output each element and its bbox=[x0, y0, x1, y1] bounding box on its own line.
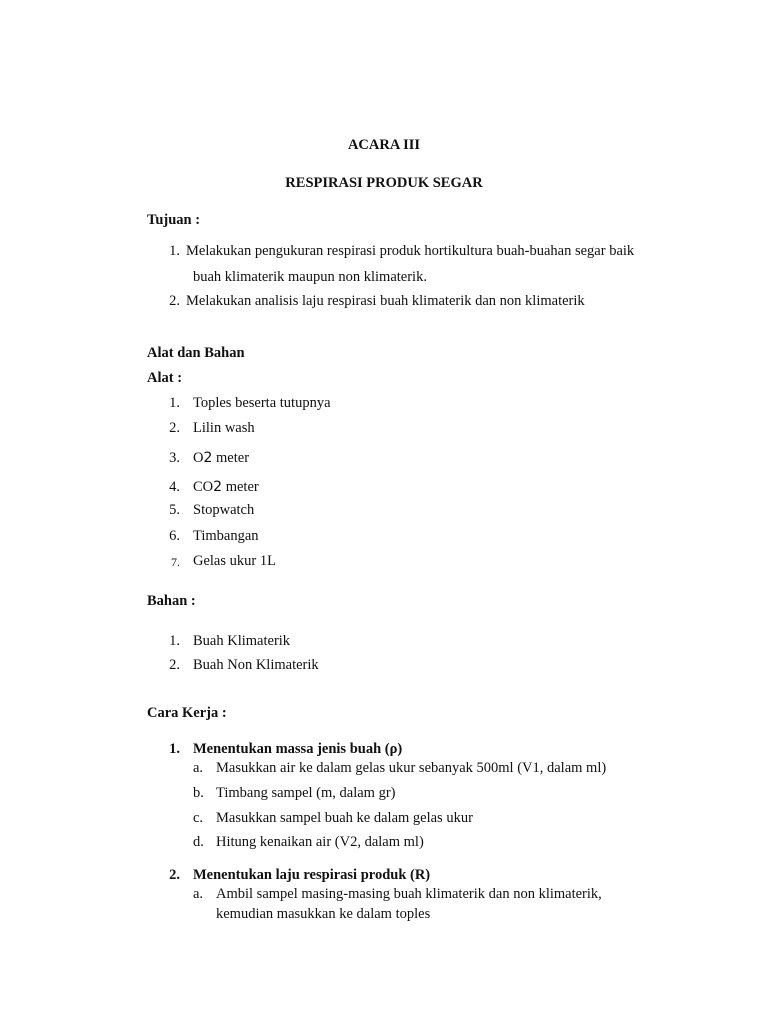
step-title: Menentukan laju respirasi produk (R) bbox=[193, 867, 431, 883]
list-text: Buah Non Klimaterik bbox=[193, 657, 319, 673]
list-text-continued: buah klimaterik maupun non klimaterik. bbox=[193, 269, 427, 285]
list-text: Toples beserta tutupnya bbox=[193, 395, 331, 411]
page-subtitle: RESPIRASI PRODUK SEGAR bbox=[285, 175, 483, 191]
list-text bbox=[193, 450, 249, 467]
list-number: 2. bbox=[169, 420, 180, 436]
list-number: 5. bbox=[169, 502, 180, 518]
list-number: 2. bbox=[169, 293, 180, 309]
list-number: 6. bbox=[169, 528, 180, 544]
sub-item-letter: c. bbox=[193, 810, 204, 826]
formula-subscript: 2 bbox=[203, 450, 213, 466]
formula-rest: meter bbox=[212, 450, 250, 466]
sub-item-text: Masukkan sampel buah ke dalam gelas ukur bbox=[216, 810, 473, 826]
cara-kerja-heading: Cara Kerja : bbox=[147, 705, 227, 721]
list-text: Melakukan pengukuran respirasi produk hortikultura buah-buahan segar baik bbox=[186, 243, 635, 259]
tujuan-heading: Tujuan : bbox=[147, 212, 201, 228]
list-text: Lilin wash bbox=[193, 420, 255, 436]
step-number: 1. bbox=[169, 741, 180, 757]
sub-item-text: Hitung kenaikan air (V2, dalam ml) bbox=[216, 834, 424, 850]
step-title: Menentukan massa jenis buah (ρ) bbox=[193, 741, 403, 757]
formula-subscript: 2 bbox=[213, 479, 223, 495]
page-title: ACARA III bbox=[347, 137, 421, 153]
list-number: 4. bbox=[169, 479, 180, 495]
list-text: Timbangan bbox=[193, 528, 259, 544]
list-text: Stopwatch bbox=[193, 502, 255, 518]
alat-bahan-heading: Alat dan Bahan bbox=[147, 345, 245, 361]
sub-item-letter: d. bbox=[193, 834, 204, 850]
formula-rest: meter bbox=[222, 479, 259, 495]
formula-base: CO bbox=[193, 479, 214, 495]
list-text: Buah Klimaterik bbox=[193, 633, 291, 649]
list-number: 7. bbox=[171, 555, 180, 569]
step-number: 2. bbox=[169, 867, 180, 883]
bahan-heading: Bahan : bbox=[147, 593, 196, 609]
sub-item-letter: a. bbox=[193, 886, 204, 902]
sub-item-text: Ambil sampel masing-masing buah klimaterik dan non klimaterik, bbox=[216, 886, 602, 902]
alat-heading: Alat : bbox=[147, 370, 183, 386]
formula-base: O bbox=[193, 450, 204, 466]
sub-item-text: Timbang sampel (m, dalam gr) bbox=[216, 785, 396, 801]
list-text: Gelas ukur 1L bbox=[193, 553, 276, 569]
list-number: 1. bbox=[169, 633, 180, 649]
sub-item-text-continued: kemudian masukkan ke dalam toples bbox=[216, 906, 431, 922]
sub-item-letter: a. bbox=[193, 760, 204, 776]
list-text: Melakukan analisis laju respirasi buah klimaterik dan non klimaterik bbox=[186, 293, 585, 309]
sub-item-letter: b. bbox=[193, 785, 204, 801]
list-number: 2. bbox=[169, 657, 180, 673]
sub-item-text: Masukkan air ke dalam gelas ukur sebanyak 500ml (V1, dalam ml) bbox=[216, 760, 607, 776]
list-number: 1. bbox=[169, 395, 180, 411]
list-number: 3. bbox=[169, 450, 180, 466]
list-number: 1. bbox=[169, 243, 180, 259]
list-text bbox=[193, 479, 259, 496]
